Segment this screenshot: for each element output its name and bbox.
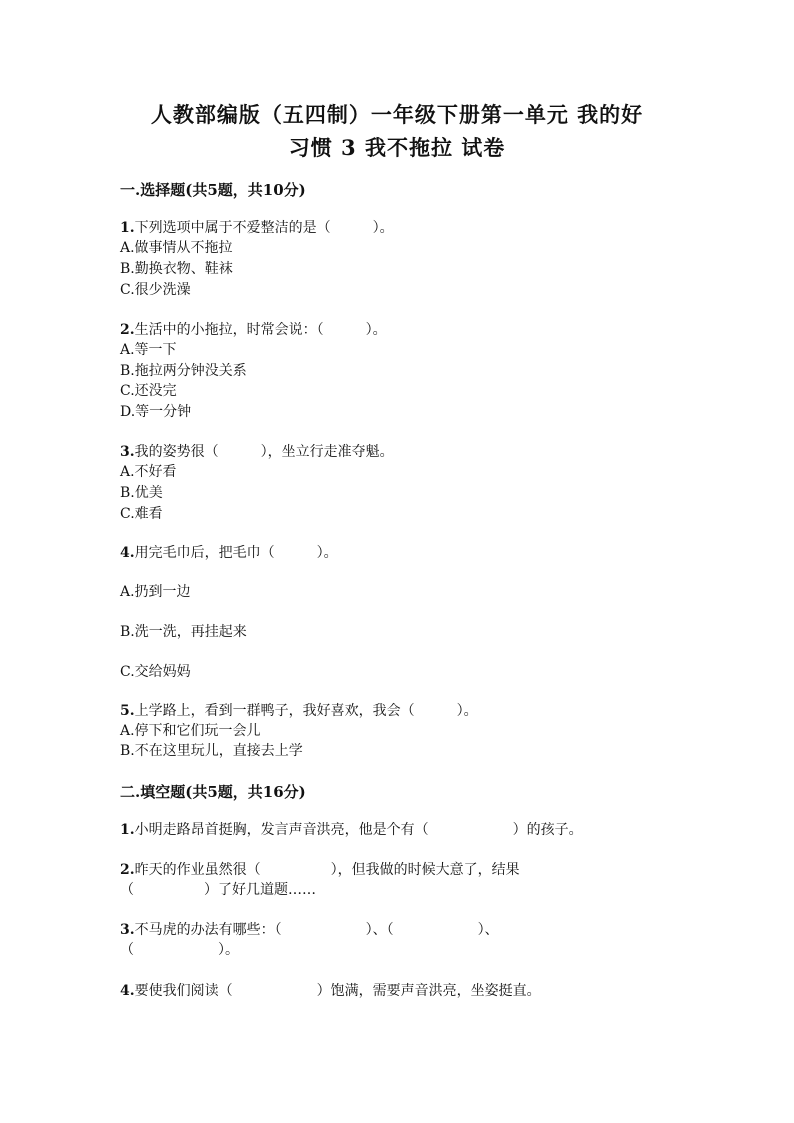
question-number: 1.: [120, 822, 135, 838]
option: A.等一下: [120, 342, 177, 358]
page-title-line-1: 人教部编版（五四制）一年级下册第一单元 我的好: [150, 102, 644, 127]
question-text: 上学路上，看到一群鸭子，我好喜欢，我会（ ）。: [134, 703, 478, 719]
question-number: 4.: [120, 545, 135, 561]
option: B.优美: [120, 485, 163, 501]
question-4: [120, 543, 338, 563]
fill-question-2: [120, 860, 520, 880]
question-number: 2.: [120, 862, 135, 878]
option: A.扔到一边: [120, 584, 191, 600]
question-text-continued: （ ）了好几道题……: [120, 882, 316, 898]
question-number: 2.: [120, 322, 135, 338]
question-number: 3.: [120, 922, 135, 938]
question-text: 用完毛巾后，把毛巾（ ）。: [134, 545, 338, 561]
option: A.做事情从不拖拉: [120, 240, 233, 256]
option: B.不在这里玩儿，直接去上学: [120, 743, 303, 759]
question-number: 5.: [120, 703, 135, 719]
question-text: 下列选项中属于不爱整洁的是（ ）。: [134, 220, 394, 236]
question-number: 3.: [120, 444, 135, 460]
section-heading-choice: 一.选择题(共5题，共10分): [120, 181, 306, 199]
question-1: [120, 218, 394, 238]
option: B.拖拉两分钟没关系: [120, 363, 247, 379]
question-2: [120, 320, 387, 340]
question-number: 1.: [120, 220, 135, 236]
option: C.难看: [120, 506, 163, 522]
option: B.洗一洗，再挂起来: [120, 624, 247, 640]
option: C.交给妈妈: [120, 664, 191, 680]
option: A.停下和它们玩一会儿: [120, 723, 261, 739]
question-5: [120, 701, 478, 721]
fill-question-1: [120, 820, 583, 840]
option: D.等一分钟: [120, 404, 192, 420]
question-text: 要使我们阅读（ ）饱满，需要声音洪亮，坐姿挺直。: [134, 983, 541, 999]
option: B.勤换衣物、鞋袜: [120, 261, 233, 277]
question-3: [120, 442, 394, 462]
option: A.不好看: [120, 464, 177, 480]
question-text: 昨天的作业虽然很（ ），但我做的时候大意了，结果: [134, 862, 520, 878]
page-title-line-2: 习惯 3 我不拖拉 试卷: [288, 135, 506, 160]
question-text: 我的姿势很（ ），坐立行走准夺魁。: [134, 444, 394, 460]
question-text: 生活中的小拖拉，时常会说：（ ）。: [134, 322, 387, 338]
fill-question-4: [120, 981, 541, 1001]
section-heading-fill-blank: 二.填空题(共5题，共16分): [120, 783, 306, 801]
question-text: 不马虎的办法有哪些：（ ）、（ ）、: [134, 922, 499, 938]
option: C.还没完: [120, 383, 177, 399]
fill-question-3: [120, 920, 499, 940]
question-number: 4.: [120, 983, 135, 999]
question-text: 小明走路昂首挺胸，发言声音洪亮，他是个有（ ）的孩子。: [134, 822, 583, 838]
option: C.很少洗澡: [120, 282, 191, 298]
question-text-continued: （ ）。: [120, 942, 239, 958]
